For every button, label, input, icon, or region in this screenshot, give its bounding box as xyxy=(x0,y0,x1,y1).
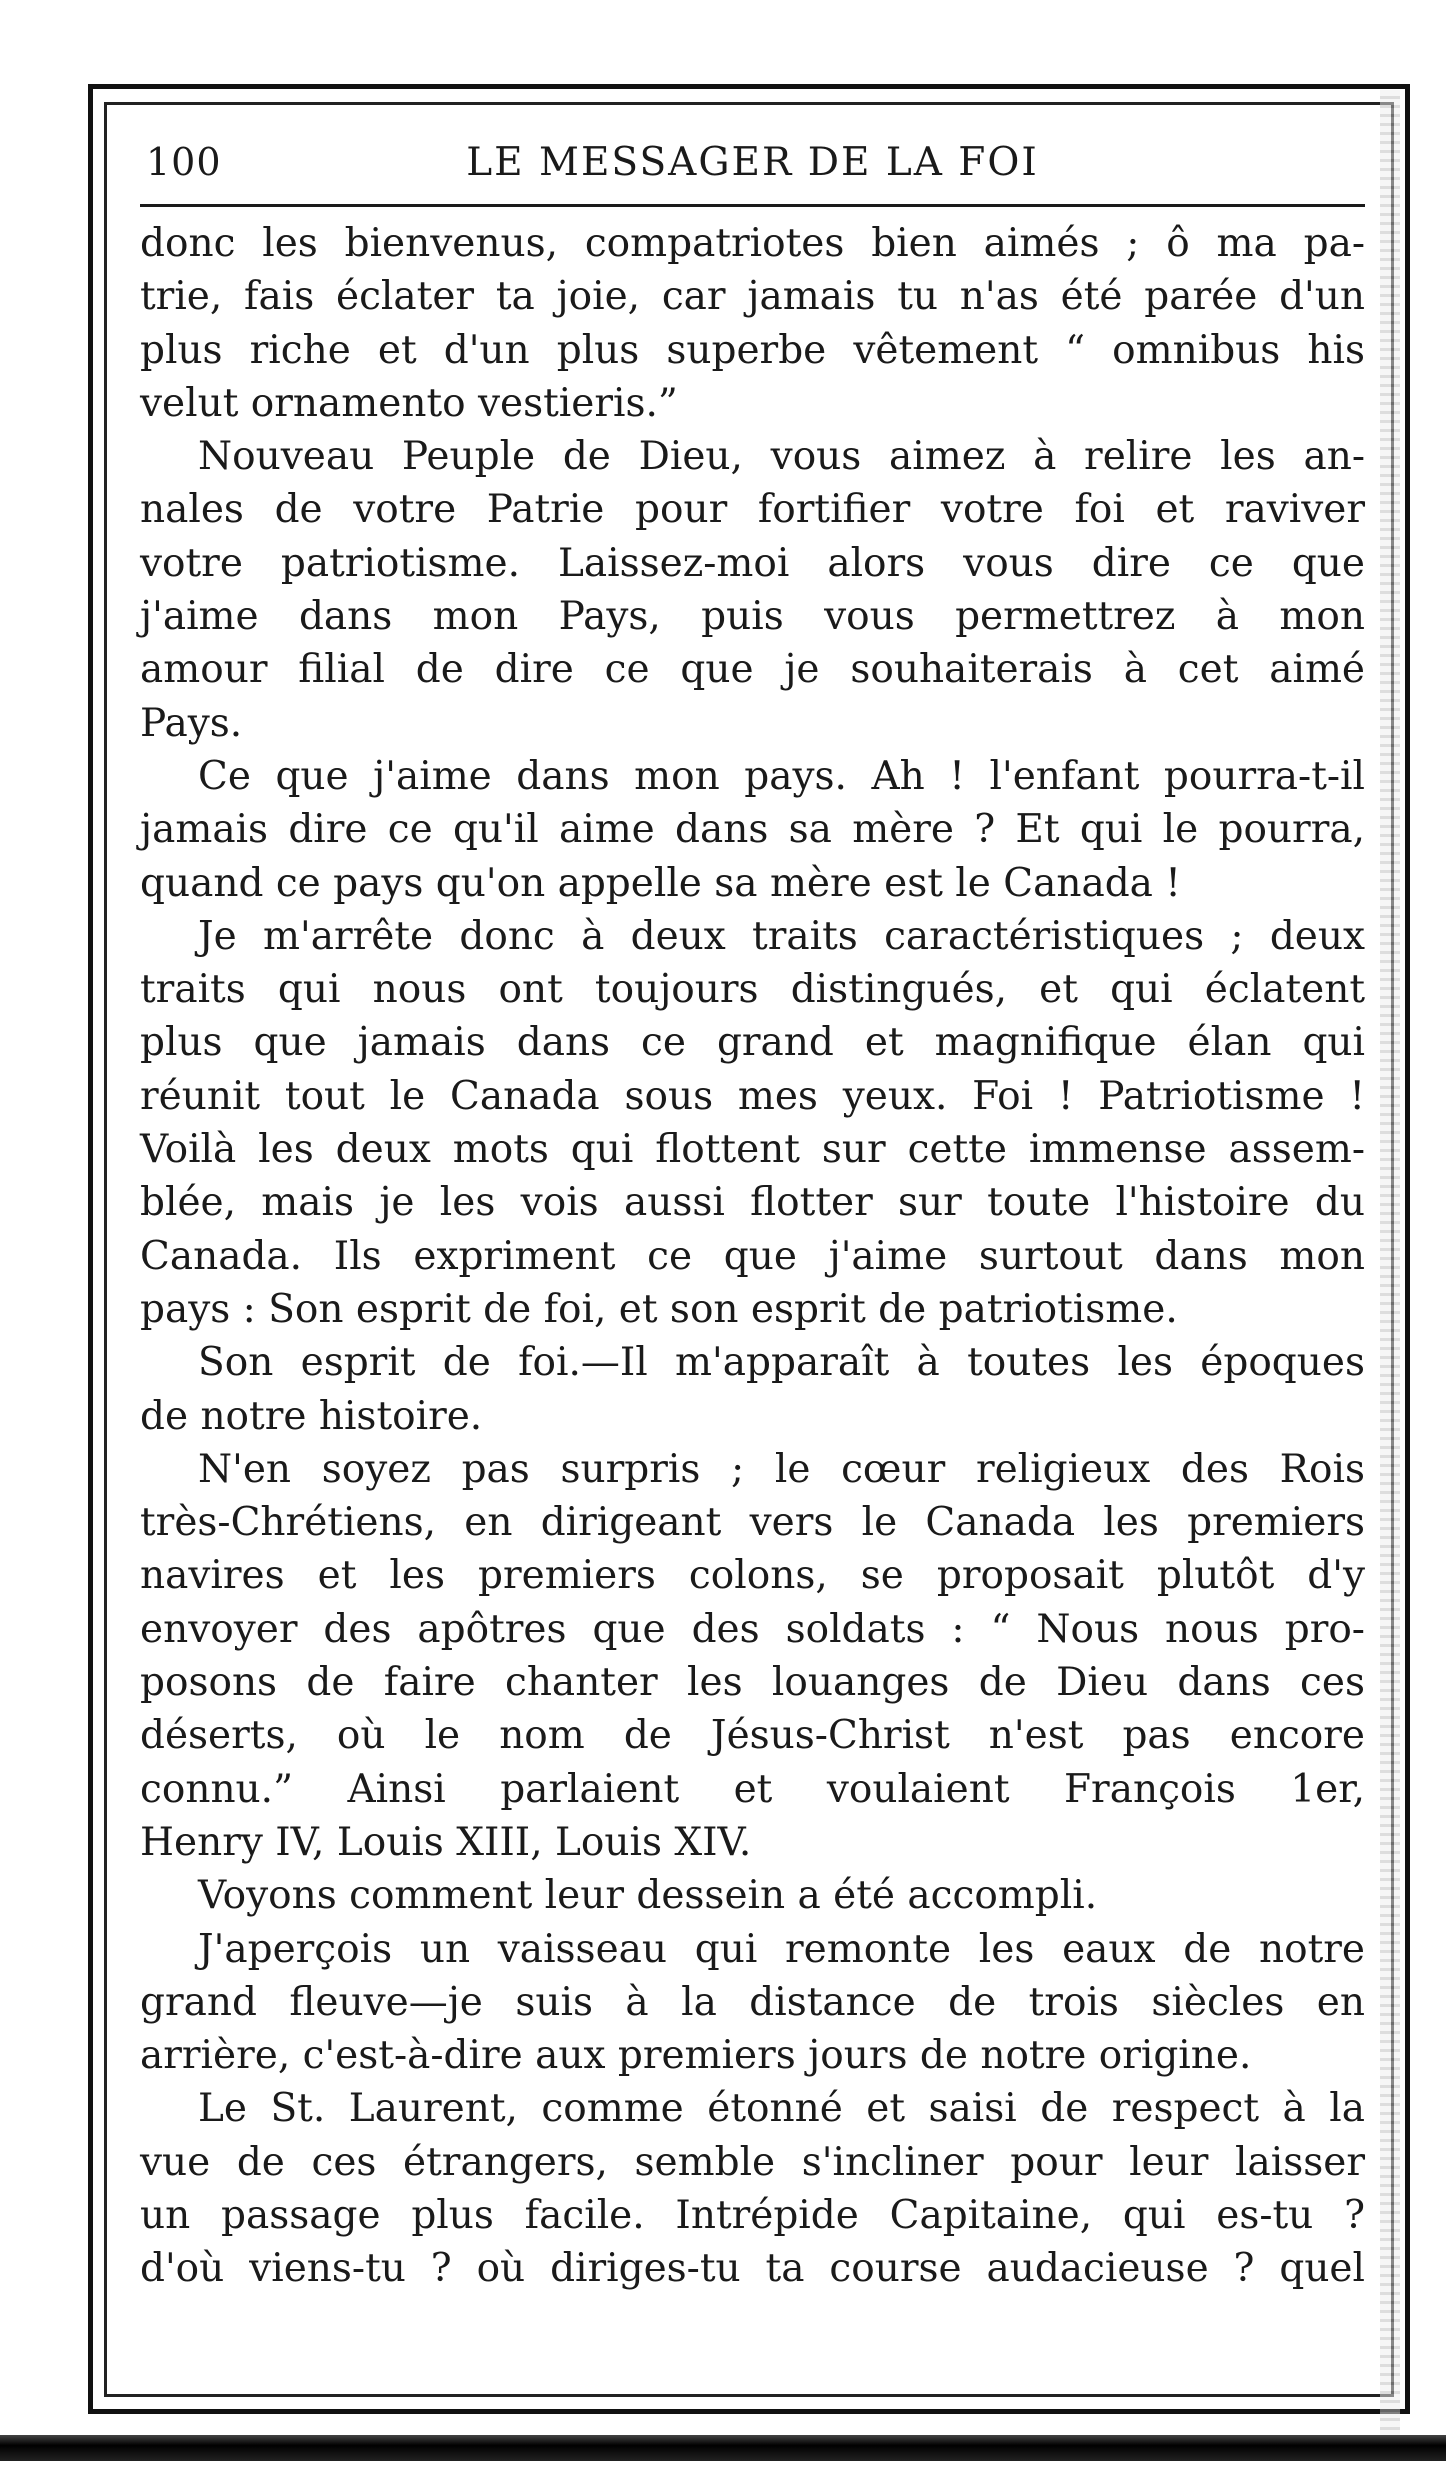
text-line: Henry IV, Louis XIII, Louis XIV. xyxy=(140,1819,752,1865)
text-line: réunit tout le Canada sous mes yeux. Foi ! Patriotisme ! xyxy=(140,1073,1365,1119)
text-line: J'aperçois un vaisseau qui remonte les eaux de notre xyxy=(198,1926,1365,1972)
text-line: très-Chrétiens, en dirigeant vers le Canada les premiers xyxy=(140,1500,1365,1546)
page-header xyxy=(140,120,1365,207)
text-line: Je m'arrête donc à deux traits caractéristiques ; deux xyxy=(198,913,1365,959)
text-line: d'où viens-tu ? où diriges-tu ta course audacieuse ? quel xyxy=(140,2246,1365,2292)
text-line: déserts, où le nom de Jésus-Christ n'est pas encore xyxy=(140,1713,1365,1759)
text-line: Nouveau Peuple de Dieu, vous aimez à relire les an- xyxy=(198,434,1365,480)
text-line: velut ornamento vestieris.” xyxy=(140,380,678,426)
running-title: LE MESSAGER DE LA FOI xyxy=(466,139,1039,185)
text-line: grand fleuve—je suis à la distance de trois siècles en xyxy=(140,1979,1365,2025)
text-line: N'en soyez pas surpris ; le cœur religieux des Rois xyxy=(198,1446,1365,1492)
text-line: Son esprit de foi.—Il m'apparaît à toutes les époques xyxy=(198,1340,1365,1386)
text-line: vue de ces étrangers, semble s'incliner pour leur laisser xyxy=(140,2139,1365,2185)
page-body xyxy=(140,217,1365,2296)
text-line: posons de faire chanter les louanges de Dieu dans ces xyxy=(140,1660,1365,1706)
text-line: envoyer des apôtres que des soldats : “ Nous nous pro- xyxy=(140,1606,1365,1652)
text-line: traits qui nous ont toujours distingués, et qui éclatent xyxy=(140,967,1365,1013)
text-line: jamais dire ce qu'il aime dans sa mère ? Et qui le pourra, xyxy=(140,807,1365,853)
text-line: Le St. Laurent, comme étonné et saisi de respect à la xyxy=(198,2086,1365,2132)
text-line: pays : Son esprit de foi, et son esprit de patriotisme. xyxy=(140,1286,1178,1332)
text-line: amour filial de dire ce que je souhaiterais à cet aimé xyxy=(140,647,1365,693)
text-line: un passage plus facile. Intrépide Capitaine, qui es-tu ? xyxy=(140,2192,1365,2238)
text-line: nales de votre Patrie pour fortifier votre foi et raviver xyxy=(140,487,1365,533)
text-line: donc les bienvenus, compatriotes bien aimés ; ô ma pa- xyxy=(140,221,1365,266)
text-line: plus que jamais dans ce grand et magnifique élan qui xyxy=(140,1020,1365,1066)
page-number: 100 xyxy=(146,140,222,184)
text-line: Ce que j'aime dans mon pays. Ah ! l'enfant pourra-t-il xyxy=(198,753,1365,799)
scan-edge-shadow xyxy=(1380,90,1400,2450)
book-page xyxy=(140,120,1365,2390)
text-line: quand ce pays qu'on appelle sa mère est le Canada ! xyxy=(140,860,1181,906)
text-line: Voyons comment leur dessein a été accompli. xyxy=(198,1873,1098,1919)
text-line: navires et les premiers colons, se proposait plutôt d'y xyxy=(140,1553,1365,1599)
text-line: trie, fais éclater ta joie, car jamais tu n'as été parée d'un xyxy=(140,274,1365,320)
text-line: Voilà les deux mots qui flottent sur cette immense assem- xyxy=(140,1127,1365,1173)
text-line: plus riche et d'un plus superbe vêtement “ omnibus his xyxy=(140,327,1365,373)
text-line: Pays. xyxy=(140,700,243,746)
text-line: de notre histoire. xyxy=(140,1393,483,1439)
text-line: connu.” Ainsi parlaient et voulaient François 1er, xyxy=(140,1766,1365,1812)
text-line: blée, mais je les vois aussi flotter sur toute l'histoire du xyxy=(140,1180,1365,1226)
text-line: votre patriotisme. Laissez-moi alors vous dire ce que xyxy=(140,540,1365,586)
text-line: arrière, c'est-à-dire aux premiers jours de notre origine. xyxy=(140,2033,1252,2079)
text-line: j'aime dans mon Pays, puis vous permettrez à mon xyxy=(140,594,1365,640)
text-line: Canada. Ils expriment ce que j'aime surtout dans mon xyxy=(140,1233,1365,1279)
scan-bottom-edge xyxy=(0,2435,1446,2461)
